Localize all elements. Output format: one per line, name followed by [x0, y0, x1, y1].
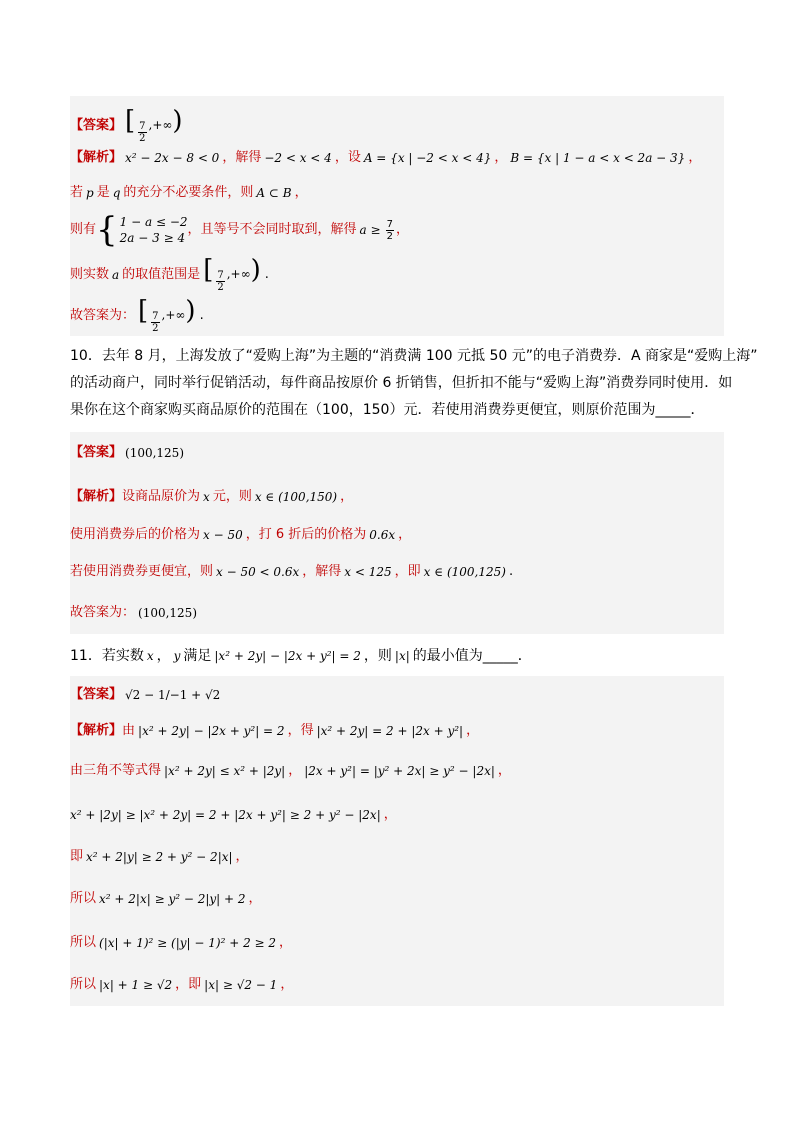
analysis-label: 【解析】 — [70, 150, 123, 165]
q9-answer-math: [ $\frac{7}{2}$ ,+∞) — [125, 106, 183, 144]
q9-analysis-line-4: 则实数 a 的取值范围是 [ $\frac{7}{2}$ ,+∞) . — [70, 255, 269, 293]
q9-analysis-line-1: 【解析】 x² − 2x − 8 < 0 ，解得 −2 < x < 4 ，设 A = {x | −2 < x < 4} ， B = {x | 1 − a < x < 2a − 3} ， — [70, 150, 702, 165]
q9-analysis-line-3: 则有 { 1 − a ≤ −2 2a − 3 ≥ 4 ，且等号不会同时取到，解得 a ≥ $\frac{7}{2}$ ， — [70, 210, 409, 250]
q11-analysis-line-6: 所以 (|x| + 1)² ≥ (|y| − 1)² + 2 ≥ 2 ， — [70, 935, 293, 950]
q10-analysis-line-3: 若使用消费券更便宜，则 x − 50 < 0.6x ，解得 x < 125 ，即 x ∈ (100,125) . — [70, 564, 514, 579]
q9-ineq: x² − 2x − 8 < 0 — [125, 151, 220, 165]
set-b: B = {x | 1 − a < x < 2a − 3} — [510, 151, 686, 165]
q10-solution-block — [70, 432, 724, 634]
answer-label: 【答案】 — [70, 118, 123, 133]
q11-analysis-line-2: 由三角不等式得 |x² + 2y| ≤ x² + |2y| ， |2x + y²| = |y² + 2x| ≥ y² − |2x| ， — [70, 763, 511, 778]
q11-analysis-line-5: 所以 x² + 2|x| ≥ y² − 2|y| + 2 ， — [70, 891, 262, 906]
set-a: A = {x | −2 < x < 4} — [363, 151, 492, 165]
inequality-system: { 1 − a ≤ −2 2a − 3 ≥ 4 — [96, 210, 188, 250]
q9-analysis-line-2: 若 p 是 q 的充分不必要条件，则 A ⊂ B ， — [70, 185, 308, 200]
q11-analysis-line-4: 即 x² + 2|y| ≥ 2 + y² − 2|x| ， — [70, 849, 249, 864]
answer-label: 【答案】 — [70, 687, 123, 702]
q10-stem: 10．去年 8 月，上海发放了“爱购上海”为主题的“消费满 100 元抵 50 元”的电子消费券．A 商家是“爱购上海” 的活动商户，同时举行促销活动，每件商品按原价 6 折销售，但折扣不能与“爱购上海”消费券同时使用．如 果你在这个商家购买商品原价的范围在（100，150）元．若使用消费券更便宜，则原价范围为_____． — [70, 348, 758, 418]
q11-answer-line: 【答案】 √2 − 1/−1 + √2 — [70, 687, 221, 702]
q11-stem: 11．若实数 x ， y 满足 |x² + 2y| − |2x + y²| = 2 ，则 |x| 的最小值为_____． — [70, 648, 532, 664]
q10-analysis-line-4: 故答案为： (100,125) — [70, 605, 198, 620]
q11-analysis-line-1: 【解析】 由 |x² + 2y| − |2x + y²| = 2 ，得 |x² + 2y| = 2 + |2x + y²| ， — [70, 723, 480, 738]
q9-analysis-line-5: 故答案为： [ $\frac{7}{2}$ ,+∞) . — [70, 296, 204, 334]
answer-label: 【答案】 — [70, 445, 123, 460]
q10-answer-line: 【答案】 (100,125) — [70, 445, 185, 460]
q10-analysis-line-1: 【解析】 设商品原价为 x 元，则 x ∈ (100,150) ， — [70, 489, 354, 504]
analysis-label: 【解析】 — [70, 723, 123, 738]
q11-solution-block — [70, 676, 724, 1006]
q9-answer-line — [70, 108, 187, 144]
analysis-label: 【解析】 — [70, 489, 123, 504]
q11-analysis-line-3: x² + |2y| ≥ |x² + 2y| = 2 + |2x + y²| ≥ 2 + y² − |2x| ， — [70, 807, 397, 822]
q10-analysis-line-2: 使用消费券后的价格为 x − 50 ，打 6 折后的价格为 0.6x ， — [70, 527, 412, 542]
q11-analysis-line-7: 所以 |x| + 1 ≥ √2 ，即 |x| ≥ √2 − 1 ， — [70, 977, 294, 992]
q9-solution-block — [70, 96, 724, 336]
